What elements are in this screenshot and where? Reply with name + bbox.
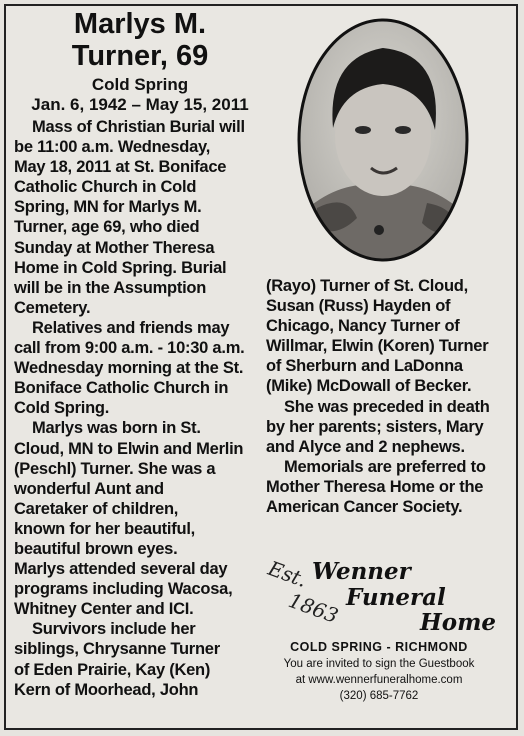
text-line: Catholic Church in Cold	[14, 178, 197, 197]
logo-home: Home	[420, 609, 497, 636]
text-line: siblings, Chrysanne Turner	[14, 640, 220, 659]
text-line: (Peschl) Turner. She was a	[14, 459, 216, 478]
text-line: Sunday at Mother Theresa	[14, 238, 215, 257]
funeral-home-locations: COLD SPRING - RICHMOND	[290, 640, 468, 654]
text-line: Willmar, Elwin (Koren) Turner	[266, 337, 489, 356]
logo-est: Est.	[265, 556, 311, 592]
text-line: Survivors include her	[32, 620, 196, 639]
text-line: of Sherburn and LaDonna	[266, 357, 463, 376]
portrait-photo	[297, 18, 469, 262]
logo-year: 1863	[285, 588, 342, 628]
logo-wenner: Wenner	[312, 558, 411, 585]
text-line: Kern of Moorhead, John	[14, 680, 199, 699]
logo-funeral: Funeral	[346, 584, 446, 611]
text-line: Chicago, Nancy Turner of	[266, 317, 460, 336]
hometown: Cold Spring	[91, 75, 189, 94]
text-line: American Cancer Society.	[266, 498, 463, 517]
text-line: wonderful Aunt and	[14, 479, 164, 498]
obituary-name-line2: Turner, 69	[71, 40, 209, 72]
text-line: Boniface Catholic Church in	[14, 379, 229, 398]
text-line: Cemetery.	[14, 298, 91, 317]
text-line: (Rayo) Turner of St. Cloud,	[266, 277, 468, 295]
text-line: Susan (Russ) Hayden of	[266, 297, 451, 316]
text-line: known for her beautiful,	[14, 519, 196, 538]
text-line: Cold Spring.	[14, 399, 110, 418]
obituary-text-left-column	[14, 117, 245, 700]
text-line: Memorials are preferred to	[284, 457, 486, 476]
text-line: beautiful brown eyes.	[14, 539, 178, 558]
text-line: programs including Wacosa,	[14, 580, 233, 599]
funeral-home-phone: (320) 685-7762	[339, 690, 419, 702]
text-line: Turner, age 69, who died	[14, 218, 200, 237]
obituary-name-line1: Marlys M.	[73, 8, 207, 40]
text-line: Spring, MN for Marlys M.	[14, 198, 202, 217]
text-line: be 11:00 a.m. Wednesday,	[14, 138, 211, 157]
text-line: and Alyce and 2 nephews.	[266, 437, 465, 456]
obituary-text-right-column	[266, 276, 490, 517]
text-line: Home in Cold Spring. Burial	[14, 258, 227, 277]
text-line: Mass of Christian Burial will	[32, 118, 245, 136]
text-line: by her parents; sisters, Mary	[266, 417, 484, 436]
funeral-home-website[interactable]: at www.wennerfuneralhome.com	[295, 674, 463, 686]
text-line: May 18, 2011 at St. Boniface	[14, 158, 227, 177]
text-line: will be in the Assumption	[14, 278, 207, 297]
text-line: Marlys was born in St.	[32, 419, 201, 438]
text-line: Marlys attended several day	[14, 560, 228, 579]
text-line: Whitney Center and ICI.	[14, 600, 194, 619]
text-line: (Mike) McDowall of Becker.	[266, 377, 472, 396]
text-line: of Eden Prairie, Kay (Ken)	[14, 660, 211, 679]
text-line: Cloud, MN to Elwin and Merlin	[14, 439, 244, 458]
life-dates: Jan. 6, 1942 – May 15, 2011	[31, 95, 249, 114]
text-line: Caretaker of children,	[14, 499, 179, 518]
text-line: She was preceded in death	[284, 397, 490, 416]
guestbook-text: You are invited to sign the Guestbook	[283, 658, 475, 670]
text-line: Mother Theresa Home or the	[266, 477, 484, 496]
text-line: Relatives and friends may	[32, 318, 230, 337]
text-line: call from 9:00 a.m. - 10:30 a.m.	[14, 339, 245, 358]
text-line: Wednesday morning at the St.	[14, 359, 244, 378]
